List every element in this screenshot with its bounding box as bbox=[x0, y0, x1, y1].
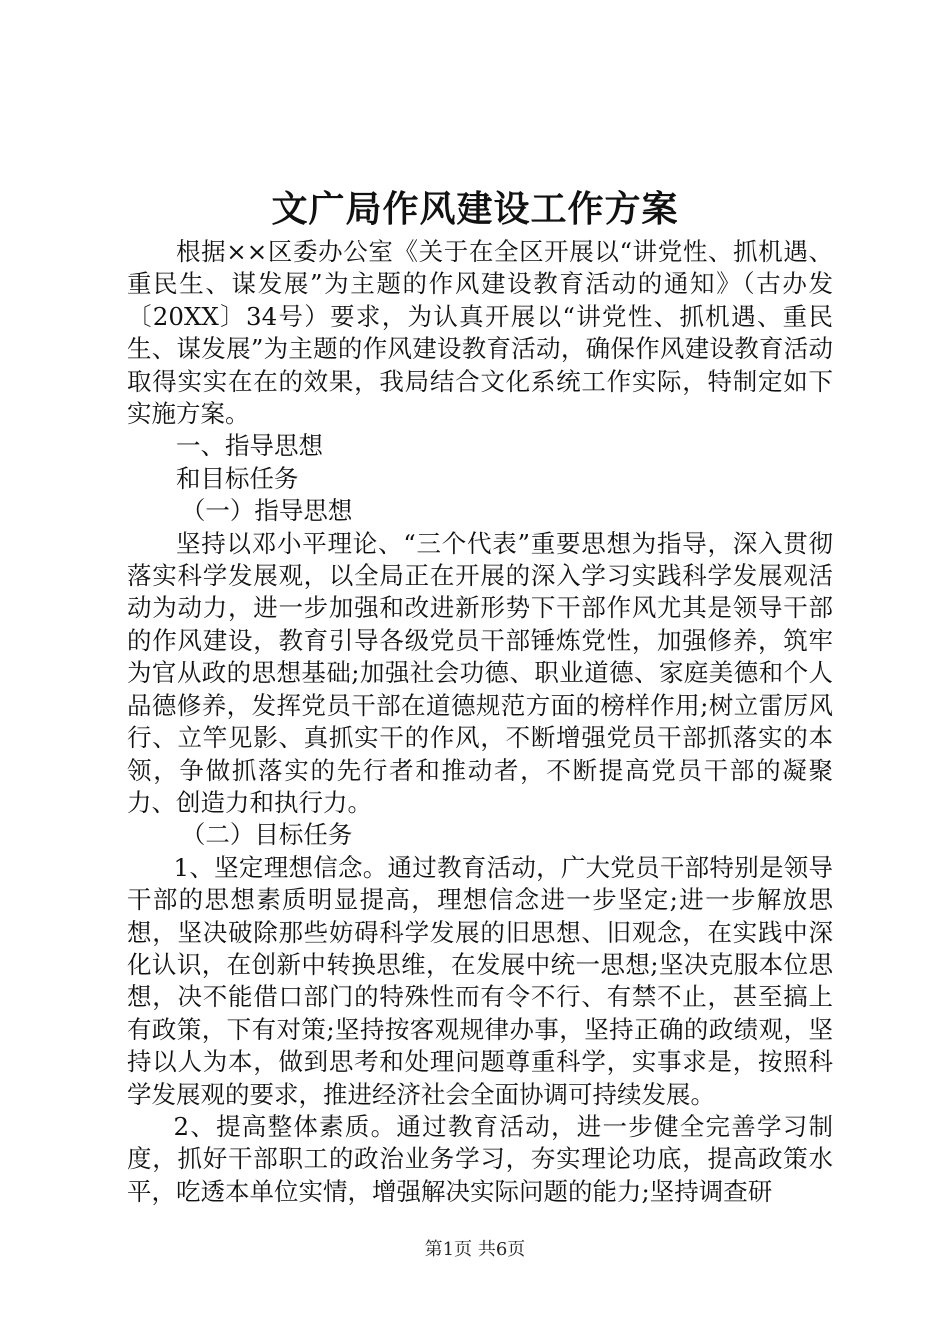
guiding-thought-paragraph: 坚持以邓小平理论、“三个代表”重要思想为指导，深入贯彻落实科学发展观，以全局正在开展的深入学习实践科学发展观活动为动力，进一步加强和改进新形势下干部作风尤其是领导干部的作风建设，教育引导各级党员干部锤炼党性，加强修养，筑牢为官从政的思想基础;加强社会功德、职业道德、家庭美德和个人品德修养，发挥党员干部在道德规范方面的榜样作用;树立雷厉风行、立竿见影、真抓实干的作风，不断增强党员干部抓落实的本领，争做抓落实的先行者和推动者，不断提高党员干部的凝聚力、创造力和执行力。 bbox=[127, 528, 833, 817]
subsection-heading-goals: （二）目标任务 bbox=[180, 820, 353, 850]
document-body bbox=[127, 236, 833, 1208]
document-title: 文广局作风建设工作方案 bbox=[271, 188, 679, 230]
subsection-heading-guiding-thought: （一）指导思想 bbox=[180, 496, 353, 526]
intro-paragraph: 根据××区委办公室《关于在全区开展以“讲党性、抓机遇、重民生、谋发展”为主题的作风建设教育活动的通知》（古办发〔20XX〕34号）要求，为认真开展以“讲党性、抓机遇、重民生、谋发展”为主题的作风建设教育活动，确保作风建设教育活动取得实实在在的效果，我局结合文化系统工作实际，特制定如下实施方案。 bbox=[127, 237, 833, 429]
section-heading-1: 一、指导思想 bbox=[176, 431, 323, 461]
page-number-footer: 第1页 共6页 bbox=[424, 1239, 526, 1260]
goal-item-1: 1、坚定理想信念。通过教育活动，广大党员干部特别是领导干部的思想素质明显提高，理想信念进一步坚定;进一步解放思想，坚决破除那些妨碍科学发展的旧思想、旧观念，在实践中深化认识，在创新中转换思维，在发展中统一思想;坚决克服本位思想，决不能借口部门的特殊性而有令不行、有禁不止，甚至搞上有政策，下有对策;坚持按客观规律办事，坚持正确的政绩观，坚持以人为本，做到思考和处理问题尊重科学，实事求是，按照科学发展观的要求，推进经济社会全面协调可持续发展。 bbox=[127, 852, 833, 1109]
goal-item-2: 2、提高整体素质。通过教育活动，进一步健全完善学习制度，抓好干部职工的政治业务学习，夯实理论功底，提高政策水平，吃透本单位实情，增强解决实际问题的能力;坚持调查研 bbox=[127, 1111, 833, 1206]
section-heading-1-continued: 和目标任务 bbox=[176, 463, 299, 493]
